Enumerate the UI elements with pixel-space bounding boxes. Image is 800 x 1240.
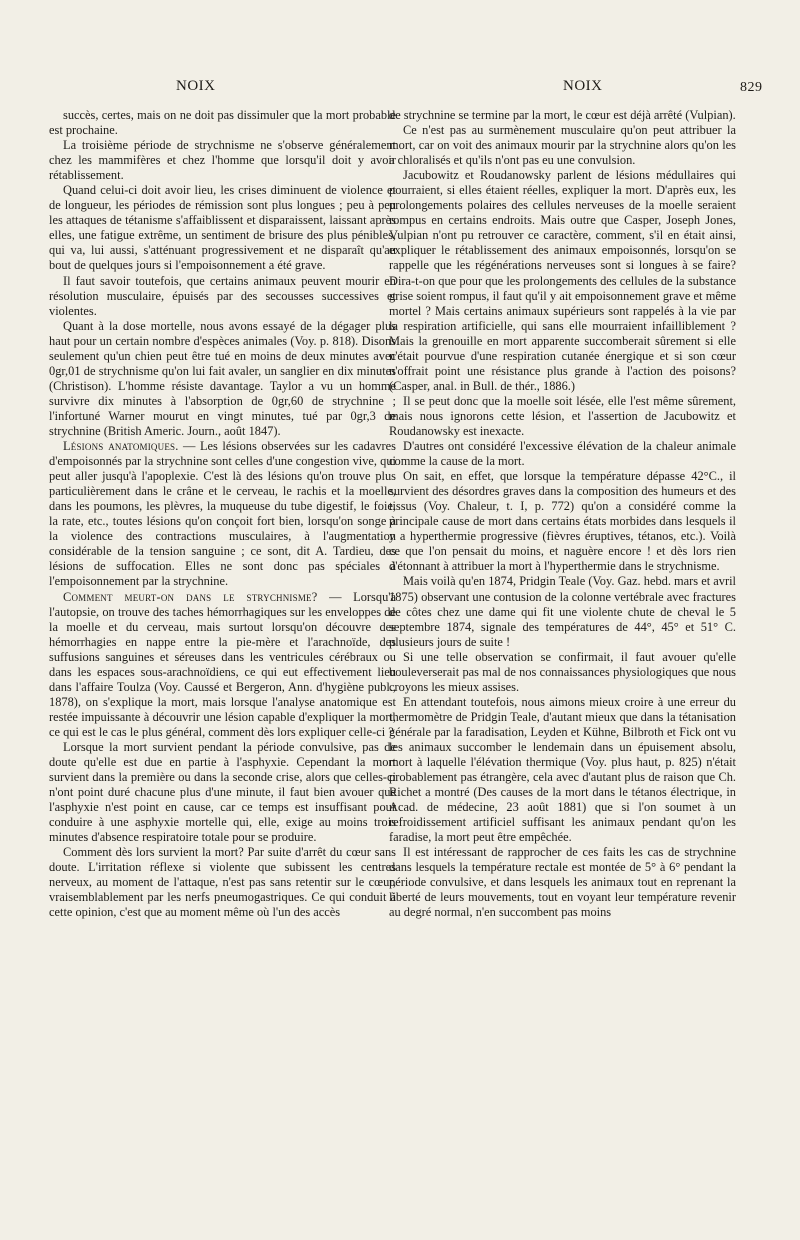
- paragraph: [389, 469, 736, 574]
- paragraph: [49, 590, 396, 740]
- paragraph: [389, 695, 736, 845]
- paragraph: [389, 168, 736, 394]
- paragraph: [389, 845, 736, 920]
- paragraph: [389, 574, 736, 649]
- paragraph: [389, 123, 736, 168]
- paragraph-text: On sait, en effet, que lorsque la température dépasse 42°C., il survient des désordres graves dans la composition des humeurs et des tissus (Voy. Chaleur, t. I, p. 772) qu'on a considéré comme la principale cause de mort dans certains états morbides dans lesquels il y a hyperthermie progressive (fièvres éruptives, tétanos, etc.). Voilà ce que l'on pensait du moins, et naguère encore ! et dès lors rien d'étonnant à attribuer la mort à l'hyperthermie dans le strychnisme.: [389, 469, 736, 574]
- paragraph-text: succès, certes, mais on ne doit pas dissimuler que la mort probable est prochaine.: [49, 108, 396, 138]
- paragraph: [49, 319, 396, 439]
- paragraph-text: D'autres ont considéré l'excessive élévation de la chaleur animale comme la cause de la mort.: [389, 439, 736, 469]
- paragraph-text: Il est intéressant de rapprocher de ces faits les cas de strychnine dans lesquels la température rectale est montée de 5° à 6° pendant la période convulsive, et dans lesquels les animaux tout en reprenant la liberté de leurs mouvements, tout en voyant leur température revenir au degré normal, n'en succombent pas moins: [389, 845, 736, 920]
- running-title-right: NOIX: [563, 78, 603, 94]
- section-lead: Lésions anatomiques.: [63, 439, 179, 454]
- paragraph: [49, 274, 396, 319]
- paragraph: [389, 439, 736, 469]
- paragraph-text: Il faut savoir toutefois, que certains animaux peuvent mourir en résolution musculaire, épuisés par des secousses successives et violentes.: [49, 273, 396, 318]
- paragraph: [389, 394, 736, 439]
- paragraph-text: Ce n'est pas au surmènement musculaire qu'on peut attribuer la mort, car on voit des animaux mourir par la strychnine alors qu'on les a chloralisés et qu'ils n'ont pas eu une convulsion.: [389, 123, 736, 168]
- paragraph-text: Lorsque la mort survient pendant la période convulsive, pas de doute qu'elle est due en partie à l'asphyxie. Cependant la mort survient dans la première ou dans la seconde crise, alors que celles-ci n'ont point duré chacune plus d'une minute, il faut bien avouer que l'asphyxie n'est point en cause, car ce temps est insuffisant pour conduire à une asphyxie mortelle qui, elle, exige au moins trois minutes d'absence respiratoire totale pour se produire.: [49, 739, 396, 845]
- paragraph-text: Comment dès lors survient la mort? Par suite d'arrêt du cœur sans doute. L'irritation réflexe si violente que subissent les centres nerveux, au moment de l'attaque, n'est pas sans retentir sur le cœur, vraisemblablement par les nerfs pneumogastriques. Ce qui conduit à cette opinion, c'est que au moment même où l'un des accès: [49, 845, 396, 920]
- paragraph-text: La troisième période de strychnisme ne s'observe généralement chez les mammifères et chez l'homme que lorsqu'il doit y avoir rétablissement.: [49, 138, 396, 183]
- running-title-left: NOIX: [176, 78, 216, 94]
- paragraph-text: de strychnine se termine par la mort, le cœur est déjà arrêté (Vulpian).: [389, 108, 736, 122]
- paragraph: [389, 650, 736, 695]
- paragraph: [49, 845, 396, 920]
- paragraph-text: — Les lésions observées sur les cadavres d'empoisonnés par la strychnine sont celles d'une congestion vive, qui peut aller jusqu'à l'apoplexie. C'est là des lésions qu'on trouve plus particulièrement dans le crâne et le cerveau, le rachis et la moelle, dans les poumons, les plèvres, la muqueuse du tube digestif, le foie, la rate, etc., toutes lésions qu'on conçoit fort bien, lorsqu'on songe à la violence des contractions musculaires, à l'augmentation considérable de la tension sanguine ; ce sont, dit A. Tardieu, des lésions de suffocation. Elles ne sont donc pas spéciales à l'empoisonnement par la strychnine.: [49, 439, 396, 589]
- paragraph-text: Quand celui-ci doit avoir lieu, les crises diminuent de violence et de longueur, les périodes de rémission sont plus longues ; peu à peu les attaques de tétanisme s'affaiblissent et disparaissent, laissant après elles, une fatigue extrême, un sentiment de brisure des plus pénibles, qui va, lui aussi, s'atténuant progressivement et ne disparaît qu'au bout de quelques jours si l'empoisonnement a été grave.: [49, 183, 396, 273]
- paragraph-text: Si une telle observation se confirmait, il faut avouer qu'elle bouleverserait pas mal de nos connaissances physiologiques que nous croyons les mieux assises.: [389, 649, 736, 694]
- paragraph: [49, 740, 396, 845]
- paragraph: [49, 108, 396, 138]
- paragraph: [389, 108, 736, 123]
- paragraph-text: Jacubowitz et Roudanowsky parlent de lésions médullaires qui pourraient, si elles étaient réelles, expliquer la mort. D'après eux, les prolongements polaires des cellules nerveuses de la moelle seraient rompus en certains endroits. Mais outre que Casper, Joseph Jones, Vulpian n'ont pu retrouver ce caractère, comment, s'il en était ainsi, expliquer le rétablissement des animaux empoisonnés, lorsqu'on se rappelle que les régénérations nerveuses sont si longues à se faire? Dira-t-on que pour que les prolongements des cellules de la substance grise soient rompus, il faut qu'il y ait empoisonnement grave et même mortel ? Mais certains animaux supérieurs sont rappelés à la vie par la respiration artificielle, qui sans elle mourraient infailliblement ? Mais la grenouille en mort apparente succomberait sûrement si elle n'était pourvue d'une respiration cutanée énergique et si son cœur n'offrait point une résistance plus grande à l'action des poisons? (Casper, anal. in Bull. de thér., 1886.): [389, 168, 736, 393]
- section-lead: Comment meurt-on dans le strychnisme?: [63, 589, 318, 604]
- paragraph: [49, 439, 396, 589]
- paragraph-text: En attendant toutefois, nous aimons mieux croire à une erreur du thermomètre de Pridgin Teale, d'autant mieux que dans la tétanisation générale par la faradisation, Leyden et Kühne, Bilbroth et Fick ont vu les animaux succomber le lendemain dans un épuisement absolu, mort à laquelle l'élévation thermique (Voy. plus haut, p. 825) n'était probablement pas étrangère, cela avec d'autant plus de raison que Ch. Richet a montré (Des causes de la mort dans le tétanos électrique, in Acad. de médecine, 23 août 1881) que si l'on soumet à un refroidissement artificiel suffisant les animaux pendant qu'on les faradise, la mort peut être empêchée.: [389, 694, 736, 845]
- paragraph-text: Quant à la dose mortelle, nous avons essayé de la dégager plus haut pour un certain nombre d'espèces animales (Voy. p. 818). Disons seulement qu'un chien peut être tué en moins de deux minutes avec 0gr,01 de strychnisme qu'on lui fait avaler, un sanglier en dix minutes (Christison). L'homme résiste davantage. Taylor a vu un homme survivre dix minutes à l'absorption de 0gr,60 de strychnine ; l'infortuné Warner mourut en vingt minutes, tué par 0gr,3 de strychnine (British Americ. Journ., août 1847).: [49, 318, 396, 438]
- paragraph: [49, 138, 396, 183]
- right-text-column: [389, 108, 736, 921]
- left-text-column: [49, 108, 396, 921]
- paragraph: [49, 183, 396, 273]
- paragraph-text: Mais voilà qu'en 1874, Pridgin Teale (Voy. Gaz. hebd. mars et avril 1875) observant une contusion de la colonne vertébrale avec fractures de côtes chez une dame qui fit une violente chute de cheval le 5 septembre 1874, signale des températures de 44°, 45° et 51° C. plusieurs jours de suite !: [389, 574, 736, 649]
- running-head: [0, 78, 800, 98]
- page-number: 829: [740, 80, 763, 95]
- paragraph-text: Il se peut donc que la moelle soit lésée, elle l'est même sûrement, mais nous ignorons cette lésion, et l'assertion de Jacubowitz et Roudanowsky est inexacte.: [389, 393, 736, 438]
- paragraph-text: — Lorsqu'à l'autopsie, on trouve des taches hémorrhagiques sur les enveloppes de la moelle et du cerveau, mais surtout lorsqu'on découvre des hémorrhagies en nappe entre la pie-mère et l'arachnoïde, des suffusions sanguines et séreuses dans les ventricules cérébraux ou dans les espaces sous-arachnoïdiens, ce qui eut effectivement lieu dans l'affaire Toulza (Voy. Caussé et Bergeron, Ann. d'hygiène publ., 1878), on s'explique la mort, mais lorsque l'analyse anatomique est restée impuissante à découvrir une lésion capable d'expliquer la mort, ce qui est le cas le plus général, comment dès lors expliquer celle-ci ?: [49, 589, 396, 739]
